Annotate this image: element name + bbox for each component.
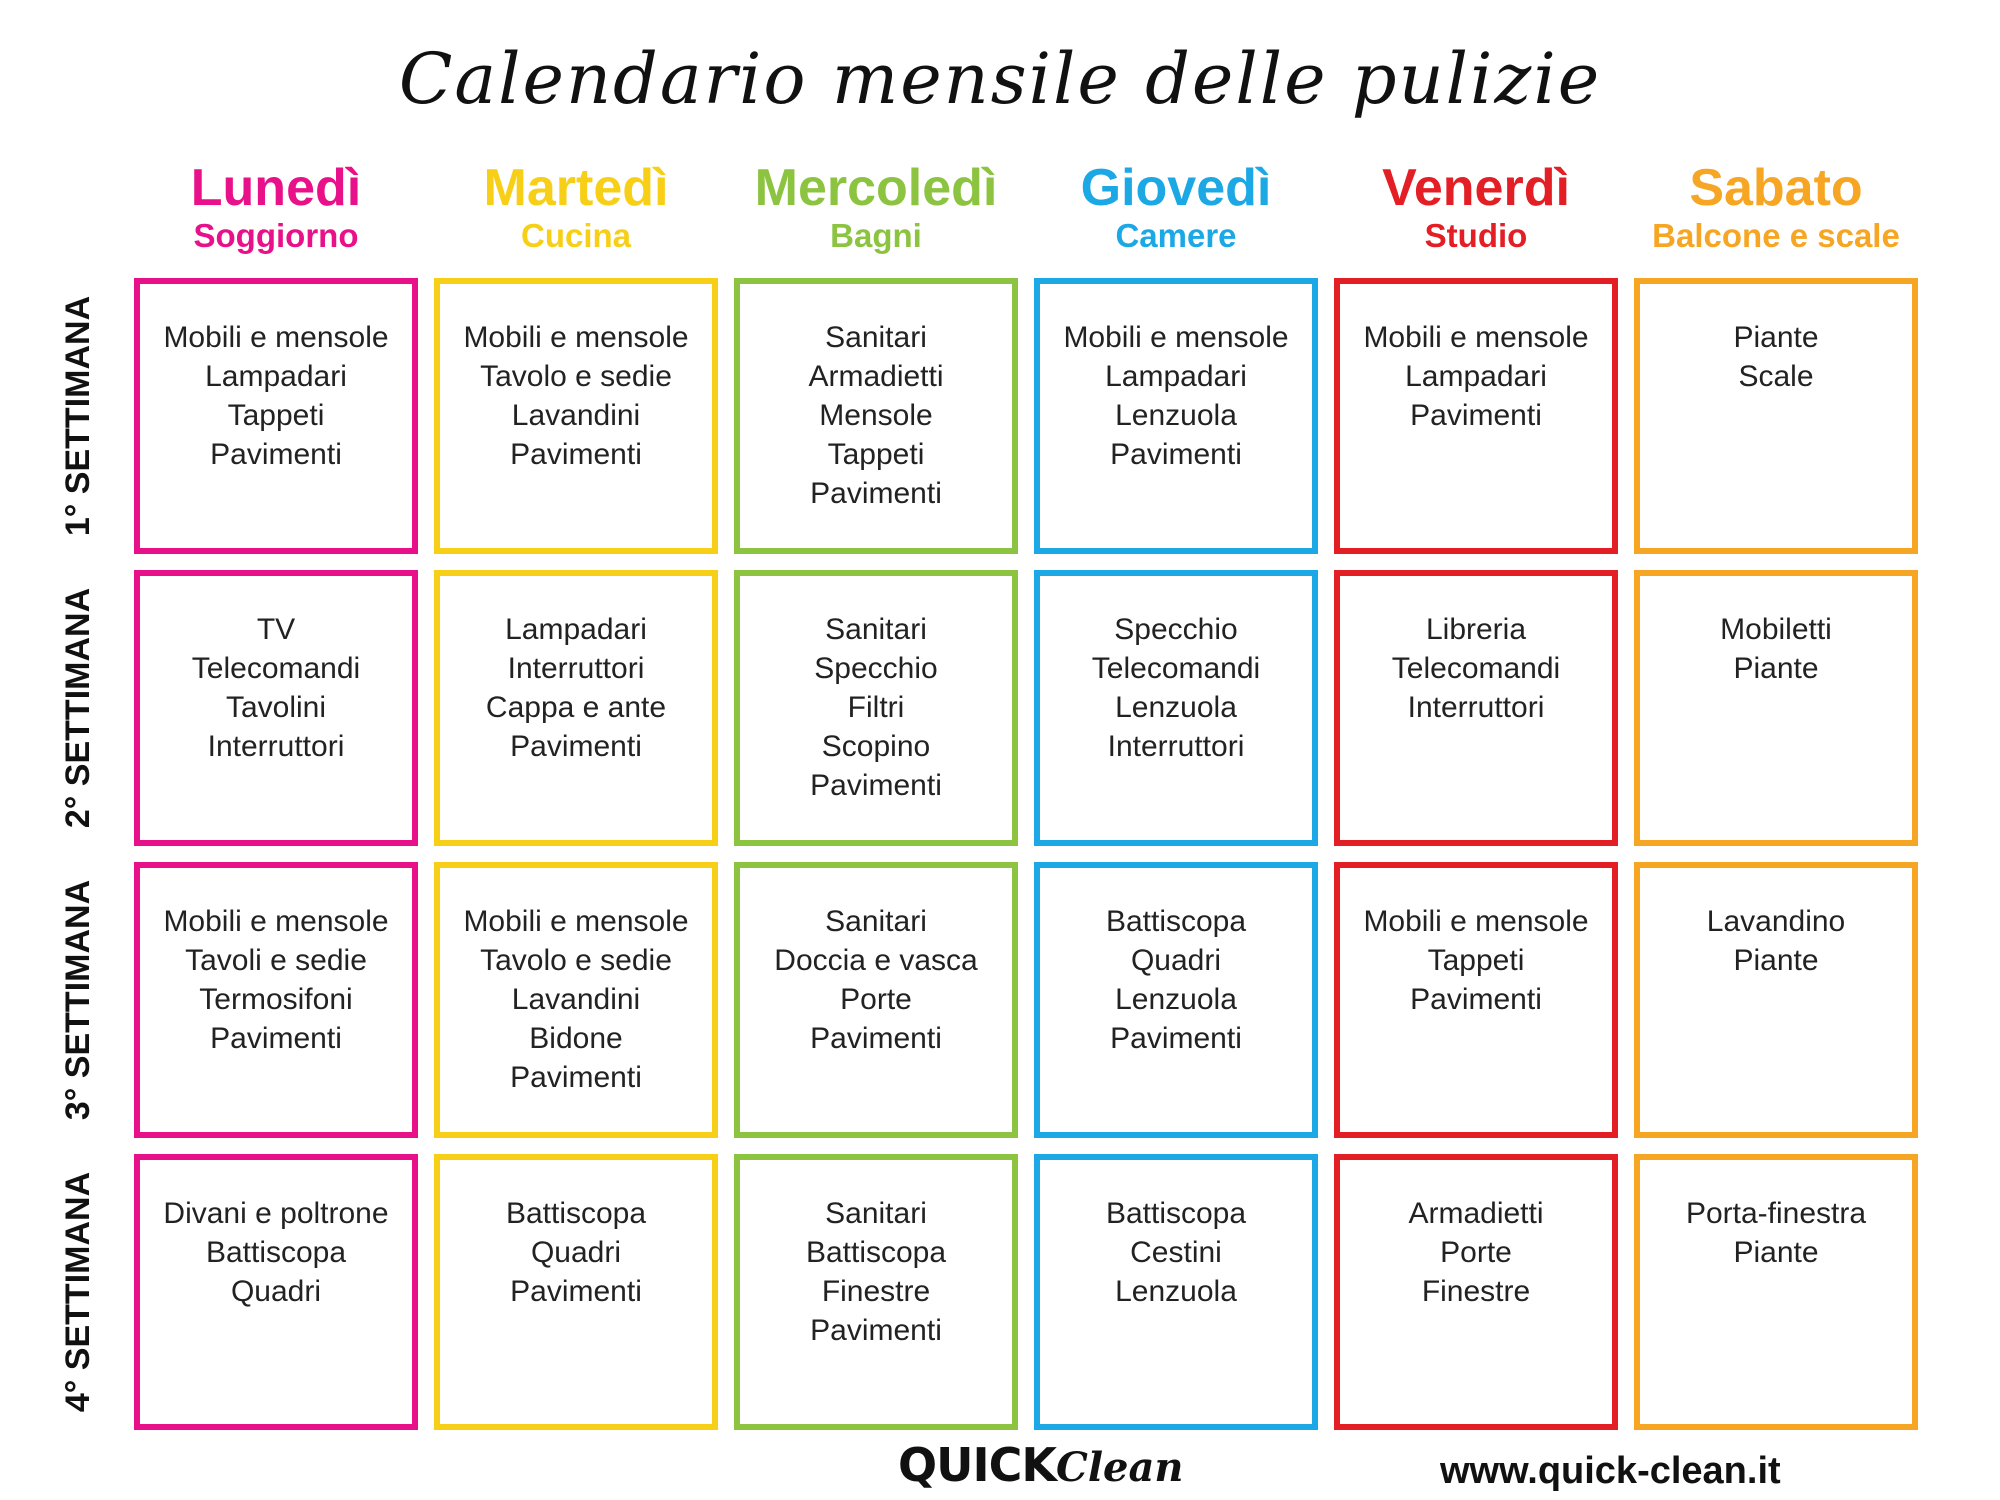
task-cell-week3-giovedi [1034, 862, 1318, 1138]
day-header-sabato [1634, 160, 1918, 256]
task-cell-week1-sabato [1634, 278, 1918, 554]
task-item: Tappeti [827, 438, 925, 471]
task-item: Cappa e ante [485, 691, 667, 724]
task-item: Tavolo e sedie [480, 944, 672, 977]
day-name: Mercoledì [754, 159, 998, 217]
task-item: Interruttori [507, 652, 645, 685]
task-item: Sanitari [825, 1197, 927, 1230]
task-item: Tappeti [1427, 944, 1525, 977]
task-item: Mobili e mensole [163, 905, 389, 938]
task-item: Tavolini [225, 691, 327, 724]
task-item: Telecomandi [1391, 652, 1561, 685]
day-header-mercoledi [734, 160, 1018, 256]
task-item: Telecomandi [191, 652, 361, 685]
day-header-lunedi [134, 160, 418, 256]
task-item: Battiscopa [1105, 1197, 1247, 1230]
task-cell-week1-lunedi [134, 278, 418, 554]
task-item: Finestre [1421, 1275, 1531, 1308]
task-item: Sanitari [825, 613, 927, 646]
day-room: Studio [1424, 217, 1528, 254]
task-item: Mobili e mensole [1363, 321, 1589, 354]
week-label-2: 2° SETTIMANA [59, 587, 97, 829]
task-cell-week2-giovedi [1034, 570, 1318, 846]
task-item: Pavimenti [1410, 983, 1542, 1016]
task-item: Pavimenti [510, 438, 642, 471]
task-cell-week4-giovedi [1034, 1154, 1318, 1430]
task-item: Specchio [814, 652, 938, 685]
task-item: Porte [840, 983, 912, 1016]
day-name: Lunedì [190, 159, 362, 217]
task-item: Lenzuola [1115, 691, 1237, 724]
task-item: Pavimenti [810, 477, 942, 510]
task-item: Mobili e mensole [1363, 905, 1589, 938]
task-item: Lavandini [511, 983, 641, 1016]
website-link[interactable]: www.quick-clean.it [1440, 1450, 1781, 1492]
brand-logo [898, 1438, 1183, 1492]
task-item: Finestre [821, 1275, 931, 1308]
task-item: Pavimenti [510, 1275, 642, 1308]
task-item: Mobiletti [1720, 613, 1832, 646]
task-item: Porte [1440, 1236, 1512, 1269]
task-item: Interruttori [1407, 691, 1545, 724]
task-item: Lenzuola [1115, 1275, 1237, 1308]
task-item: Scopino [821, 730, 931, 763]
task-item: Pavimenti [810, 1314, 942, 1347]
task-item: Interruttori [1107, 730, 1245, 763]
task-item: Telecomandi [1091, 652, 1261, 685]
task-item: Mobili e mensole [163, 321, 389, 354]
task-item: Pavimenti [510, 1061, 642, 1094]
task-item: Mobili e mensole [463, 321, 689, 354]
task-item: Battiscopa [1105, 905, 1247, 938]
task-item: Piante [1733, 944, 1819, 977]
task-item: Pavimenti [510, 730, 642, 763]
task-item: Piante [1733, 321, 1819, 354]
day-name: Venerdì [1382, 159, 1570, 217]
week-label-3: 3° SETTIMANA [59, 879, 97, 1121]
task-cell-week1-venerdi [1334, 278, 1618, 554]
task-item: Sanitari [825, 905, 927, 938]
day-name: Martedì [483, 159, 669, 217]
task-cell-week4-lunedi [134, 1154, 418, 1430]
task-item: Tavoli e sedie [185, 944, 367, 977]
task-item: Pavimenti [810, 769, 942, 802]
task-item: Mobili e mensole [463, 905, 689, 938]
task-item: Pavimenti [1410, 399, 1542, 432]
week-label-4: 4° SETTIMANA [59, 1171, 97, 1413]
task-item: Lenzuola [1115, 983, 1237, 1016]
task-item: Porta-finestra [1685, 1197, 1867, 1230]
task-cell-week3-martedi [434, 862, 718, 1138]
task-cell-week4-sabato [1634, 1154, 1918, 1430]
task-cell-week3-mercoledi [734, 862, 1018, 1138]
day-room: Bagni [830, 217, 922, 254]
task-cell-week3-venerdi [1334, 862, 1618, 1138]
day-name: Sabato [1689, 159, 1863, 217]
task-cell-week2-mercoledi [734, 570, 1018, 846]
day-name: Giovedì [1080, 159, 1272, 217]
task-item: Lenzuola [1115, 399, 1237, 432]
task-item: Scale [1738, 360, 1814, 393]
page-title: Calendario mensile delle pulizie [398, 38, 1602, 120]
task-item: Lampadari [505, 613, 647, 646]
task-item: Mensole [819, 399, 933, 432]
task-cell-week1-giovedi [1034, 278, 1318, 554]
task-item: Tavolo e sedie [480, 360, 672, 393]
day-header-giovedi [1034, 160, 1318, 256]
task-item: Pavimenti [810, 1022, 942, 1055]
task-item: Divani e poltrone [163, 1197, 389, 1230]
task-item: Sanitari [825, 321, 927, 354]
task-item: Piante [1733, 1236, 1819, 1269]
task-item: Lampadari [1405, 360, 1547, 393]
task-cell-week2-martedi [434, 570, 718, 846]
day-room: Balcone e scale [1652, 217, 1900, 254]
task-cell-week2-sabato [1634, 570, 1918, 846]
task-item: Lampadari [1105, 360, 1247, 393]
task-item: Filtri [847, 691, 905, 724]
task-cell-week2-lunedi [134, 570, 418, 846]
task-item: Lampadari [205, 360, 347, 393]
task-item: Tappeti [227, 399, 325, 432]
task-item: Battiscopa [205, 1236, 347, 1269]
task-cell-week2-venerdi [1334, 570, 1618, 846]
task-item: Piante [1733, 652, 1819, 685]
task-item: Interruttori [207, 730, 345, 763]
task-item: Doccia e vasca [774, 944, 978, 977]
task-item: Lavandino [1706, 905, 1846, 938]
task-item: Lavandini [511, 399, 641, 432]
task-cell-week1-mercoledi [734, 278, 1018, 554]
day-room: Camere [1115, 217, 1237, 254]
task-item: Pavimenti [1110, 438, 1242, 471]
day-room: Soggiorno [193, 217, 359, 254]
task-item: TV [256, 613, 296, 646]
task-item: Pavimenti [1110, 1022, 1242, 1055]
task-item: Quadri [230, 1275, 322, 1308]
task-cell-week4-venerdi [1334, 1154, 1618, 1430]
brand-clean: Clean [1055, 1444, 1184, 1491]
task-item: Battiscopa [505, 1197, 647, 1230]
task-cell-week3-sabato [1634, 862, 1918, 1138]
task-item: Termosifoni [199, 983, 353, 1016]
task-item: Specchio [1114, 613, 1238, 646]
day-header-martedi [434, 160, 718, 256]
brand-quick: QUICK [898, 1438, 1056, 1492]
task-item: Battiscopa [805, 1236, 947, 1269]
week-label-1: 1° SETTIMANA [59, 295, 97, 537]
day-room: Cucina [520, 217, 632, 254]
task-item: Armadietti [1408, 1197, 1544, 1230]
task-item: Cestini [1130, 1236, 1222, 1269]
task-item: Bidone [529, 1022, 623, 1055]
task-item: Mobili e mensole [1063, 321, 1289, 354]
task-item: Quadri [1130, 944, 1222, 977]
task-item: Armadietti [808, 360, 944, 393]
day-header-venerdi [1334, 160, 1618, 256]
task-item: Pavimenti [210, 438, 342, 471]
task-cell-week4-mercoledi [734, 1154, 1018, 1430]
task-cell-week4-martedi [434, 1154, 718, 1430]
task-item: Pavimenti [210, 1022, 342, 1055]
task-item: Libreria [1425, 613, 1527, 646]
task-cell-week1-martedi [434, 278, 718, 554]
task-item: Quadri [530, 1236, 622, 1269]
task-cell-week3-lunedi [134, 862, 418, 1138]
